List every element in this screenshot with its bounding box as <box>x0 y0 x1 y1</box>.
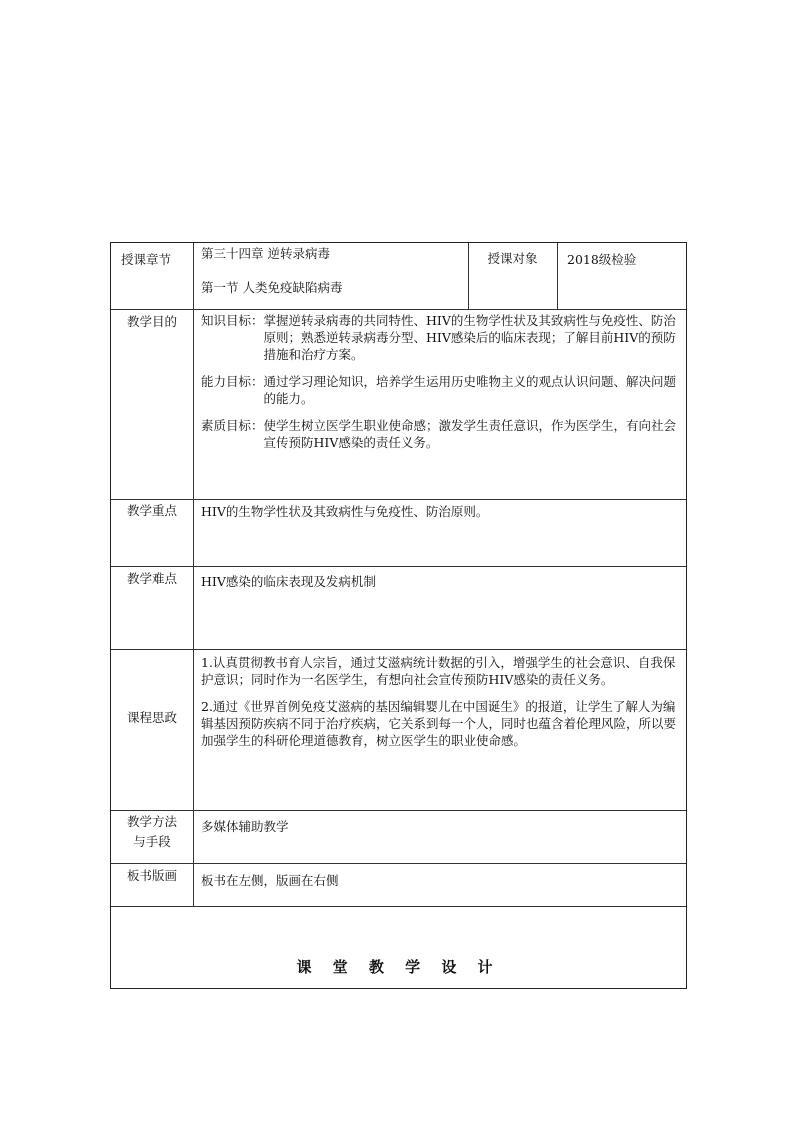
row-divider <box>111 499 686 500</box>
quality-objective <box>201 417 683 451</box>
column-divider <box>557 243 558 309</box>
ideology-item-1: 1.认真贯彻教书育人宗旨，通过艾滋病统计数据的引入，增强学生的社会意识、自我保护意识；同时作为一名医学生，有想向社会宣传预防HIV感染的责任义务。 <box>201 655 676 687</box>
ideology-item-2: 2.通过《世界首例免疫艾滋病的基因编辑婴儿在中国诞生》的报道，让学生了解人为编辑基因预防疾病不同于治疗疾病，它关系到每一个人，同时也蕴含着伦理风险，所以要加强学生的科研伦理道德教育，树立医学生的职业使命感。 <box>201 699 677 748</box>
row-divider <box>111 810 686 811</box>
row-divider <box>111 649 686 650</box>
objectives-label: 教学目的 <box>126 314 177 329</box>
key-points-text: HIV的生物学性状及其致病性与免疫性、防治原则。 <box>201 504 489 519</box>
difficulties-text: HIV感染的临床表现及发病机制 <box>201 574 376 589</box>
key-points-label: 教学重点 <box>126 503 177 518</box>
board-label: 板书版画 <box>126 868 177 883</box>
audience-label: 授课对象 <box>487 251 538 266</box>
row-divider <box>111 566 686 567</box>
classroom-design-title: 课 堂 教 学 设 计 <box>296 958 501 976</box>
ability-objective <box>201 373 683 407</box>
quality-key: 素质目标： <box>201 418 264 433</box>
ability-key: 能力目标： <box>201 374 264 389</box>
knowledge-objective <box>201 312 683 363</box>
section-title: 第一节 人类免疫缺陷病毒 <box>201 280 343 295</box>
chapter-label: 授课章节 <box>120 252 171 267</box>
chapter-title: 第三十四章 逆转录病毒 <box>201 246 330 261</box>
lesson-plan-table <box>110 242 687 989</box>
difficulties-label: 教学难点 <box>126 571 177 586</box>
methods-text: 多媒体辅助教学 <box>201 819 289 834</box>
row-divider <box>111 309 686 310</box>
ideology-content <box>201 654 683 759</box>
ideology-label: 课程思政 <box>126 710 177 725</box>
audience-value: 2018级检验 <box>567 252 637 267</box>
methods-label <box>111 812 193 852</box>
knowledge-text: 掌握逆转录病毒的共同特性、HIV的生物学性状及其致病性与免疫性、防治原则；熟悉逆转录病毒分型、HIV感染后的临床表现；了解目前HIV的预防措施和治疗方案。 <box>263 313 676 362</box>
row-divider <box>111 863 686 864</box>
quality-text: 使学生树立医学生职业使命感；激发学生责任意识，作为医学生，有向社会宣传预防HIV感染的责任义务。 <box>263 418 677 450</box>
column-divider <box>193 243 194 906</box>
board-text: 板书在左侧，版画在右侧 <box>201 873 339 888</box>
ability-text: 通过学习理论知识，培养学生运用历史唯物主义的观点认识问题、解决问题的能力。 <box>263 374 677 406</box>
objectives-content <box>201 312 683 461</box>
methods-label-line1: 教学方法 <box>126 814 177 829</box>
methods-label-line2: 与手段 <box>133 834 171 849</box>
row-divider <box>111 906 686 907</box>
knowledge-key: 知识目标： <box>201 313 264 328</box>
